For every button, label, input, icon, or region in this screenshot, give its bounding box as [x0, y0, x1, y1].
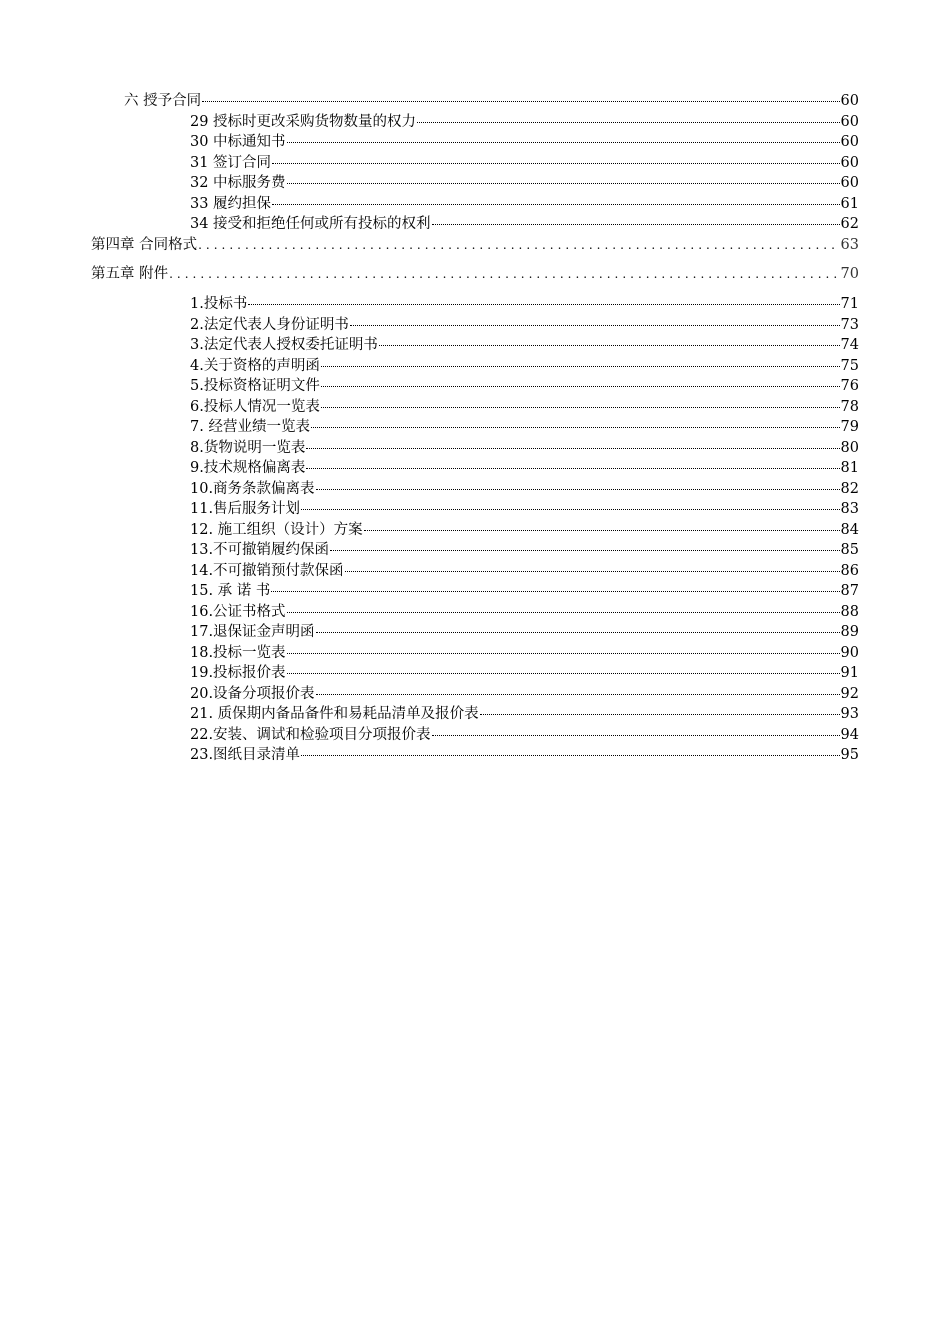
dot-leader [202, 100, 839, 102]
toc-entry-label: 16.公证书格式 [190, 604, 286, 620]
toc-entry-label: 20.设备分项报价表 [190, 686, 315, 702]
dot-leader [306, 447, 839, 449]
toc-entry-label: 5.投标资格证明文件 [190, 378, 320, 394]
toc-entry-label: 第四章 合同格式 [91, 237, 198, 253]
toc-page-number: 78 [840, 399, 859, 415]
dot-leader [321, 406, 840, 408]
toc-entry-label: 15. 承 诺 书 [190, 583, 271, 599]
toc-entry[interactable] [190, 745, 859, 765]
toc-page-number: 85 [840, 542, 859, 558]
toc-page-number: 73 [840, 317, 859, 333]
toc-entry-label: 12. 施工组织（设计）方案 [190, 522, 363, 538]
dot-leader [316, 693, 840, 695]
toc-entry-label: 29 授标时更改采购货物数量的权力 [190, 114, 417, 130]
toc-entry[interactable] [190, 622, 859, 642]
dot-leader [379, 344, 840, 346]
toc-entry[interactable] [190, 173, 859, 193]
toc-entry-label: 11.售后服务计划 [190, 501, 301, 517]
toc-page-number: 82 [840, 481, 859, 497]
toc-page-number: 60 [840, 134, 859, 150]
dot-leader [432, 223, 840, 225]
toc-entry-label: 六 授予合同 [124, 93, 202, 109]
toc-page-number: 91 [840, 665, 859, 681]
toc-entry[interactable] [190, 602, 859, 622]
toc-entry[interactable] [190, 438, 859, 458]
dot-leader [248, 303, 839, 305]
toc-page-number: 79 [840, 419, 859, 435]
toc-entry[interactable] [190, 112, 859, 132]
toc-entry[interactable] [190, 643, 859, 663]
toc-page-number: 89 [840, 624, 859, 640]
dot-leader [272, 162, 839, 164]
dot-leader [316, 631, 840, 633]
toc-entry[interactable] [190, 356, 859, 376]
toc-page-number: 87 [840, 583, 859, 599]
toc-page-number: 60 [840, 114, 859, 130]
toc-entry-label: 6.投标人情况一览表 [190, 399, 320, 415]
dot-leader [287, 141, 840, 143]
dot-leader [330, 549, 839, 551]
toc-entry[interactable] [190, 153, 859, 173]
dot-leader [287, 652, 840, 654]
toc-entry-label: 4.关于资格的声明函 [190, 358, 320, 374]
toc-entry-label: 第五章 附件 [91, 266, 169, 282]
toc-section-heading[interactable] [124, 91, 859, 111]
toc-page-number: 86 [840, 563, 859, 579]
toc-entry-label: 7. 经营业绩一览表 [190, 419, 310, 435]
toc-page-number: 60 [840, 155, 859, 171]
dot-leader [364, 529, 840, 531]
toc-entry[interactable] [190, 520, 859, 540]
toc-entry[interactable] [190, 417, 859, 437]
toc-entry-label: 17.退保证金声明函 [190, 624, 315, 640]
toc-entry[interactable] [190, 335, 859, 355]
toc-page-number: 88 [840, 604, 859, 620]
toc-entry-label: 30 中标通知书 [190, 134, 286, 150]
toc-entry-label: 22.安装、调试和检验项目分项报价表 [190, 727, 431, 743]
toc-chapter-heading[interactable] [91, 264, 859, 284]
toc-entry[interactable] [190, 315, 859, 335]
toc-entry[interactable] [190, 294, 859, 314]
toc-entry[interactable] [190, 704, 859, 724]
toc-entry[interactable] [190, 725, 859, 745]
toc-entry[interactable] [190, 561, 859, 581]
toc-entry[interactable] [190, 540, 859, 560]
toc-entry[interactable] [190, 194, 859, 214]
dot-leader [311, 426, 840, 428]
toc-page-number: 81 [840, 460, 859, 476]
dot-leader [321, 365, 840, 367]
toc-page-number: 84 [840, 522, 859, 538]
toc-page-number: 75 [840, 358, 859, 374]
toc-page-number: 61 [840, 196, 859, 212]
dot-leader [287, 672, 840, 674]
toc-entry-label: 13.不可撤销履约保函 [190, 542, 330, 558]
dot-leader [316, 488, 840, 490]
dot-leader [301, 754, 839, 756]
toc-entry-label: 19.投标报价表 [190, 665, 286, 681]
dot-leader [345, 570, 840, 572]
toc-entry[interactable] [190, 397, 859, 417]
dot-leader [169, 264, 839, 284]
dot-leader [350, 324, 840, 326]
toc-entry[interactable] [190, 132, 859, 152]
dot-leader [272, 203, 839, 205]
toc-page-number: 80 [840, 440, 859, 456]
toc-entry-label: 3.法定代表人授权委托证明书 [190, 337, 378, 353]
toc-entry-label: 32 中标服务费 [190, 175, 286, 191]
toc-page-number: 94 [840, 727, 859, 743]
toc-entry[interactable] [190, 684, 859, 704]
toc-page-number: 92 [840, 686, 859, 702]
dot-leader [301, 508, 839, 510]
toc-entry-label: 14.不可撤销预付款保函 [190, 563, 344, 579]
toc-page-number: 76 [840, 378, 859, 394]
toc-entry-label: 21. 质保期内备品备件和易耗品清单及报价表 [190, 706, 479, 722]
toc-page-number: 90 [840, 645, 859, 661]
toc-page-number: 71 [840, 296, 859, 312]
toc-entry-label: 33 履约担保 [190, 196, 272, 212]
toc-entry-label: 18.投标一览表 [190, 645, 286, 661]
toc-entry-label: 10.商务条款偏离表 [190, 481, 315, 497]
toc-entry[interactable] [190, 214, 859, 234]
toc-entry-label: 34 接受和拒绝任何或所有投标的权利 [190, 216, 431, 232]
toc-page-number: 74 [840, 337, 859, 353]
toc-entry-label: 31 签订合同 [190, 155, 272, 171]
dot-leader [198, 235, 839, 255]
toc-entry[interactable] [190, 581, 859, 601]
toc-entry-label: 9.技术规格偏离表 [190, 460, 306, 476]
toc-entry[interactable] [190, 458, 859, 478]
toc-page-number: 83 [840, 501, 859, 517]
toc-entry-label: 2.法定代表人身份证明书 [190, 317, 349, 333]
toc-page-number: 62 [840, 216, 859, 232]
dot-leader [417, 121, 839, 123]
toc-entry-label: 8.货物说明一览表 [190, 440, 306, 456]
toc-chapter-heading[interactable] [91, 235, 859, 255]
toc-entry-label: 1.投标书 [190, 296, 248, 312]
toc-entry[interactable] [190, 479, 859, 499]
toc-page-number: 95 [840, 747, 859, 763]
toc-entry[interactable] [190, 499, 859, 519]
toc-page-number: 63 [840, 237, 859, 253]
dot-leader [287, 182, 840, 184]
dot-leader [287, 611, 840, 613]
toc-page-number: 70 [840, 266, 859, 282]
toc-page-number: 60 [840, 175, 859, 191]
toc-entry-label: 23.图纸目录清单 [190, 747, 301, 763]
toc-page-number: 93 [840, 706, 859, 722]
toc-page-number: 60 [840, 93, 859, 109]
dot-leader [480, 713, 840, 715]
dot-leader [321, 385, 840, 387]
dot-leader [432, 734, 840, 736]
dot-leader [306, 467, 839, 469]
toc-entry[interactable] [190, 376, 859, 396]
dot-leader [271, 590, 839, 592]
toc-entry[interactable] [190, 663, 859, 683]
